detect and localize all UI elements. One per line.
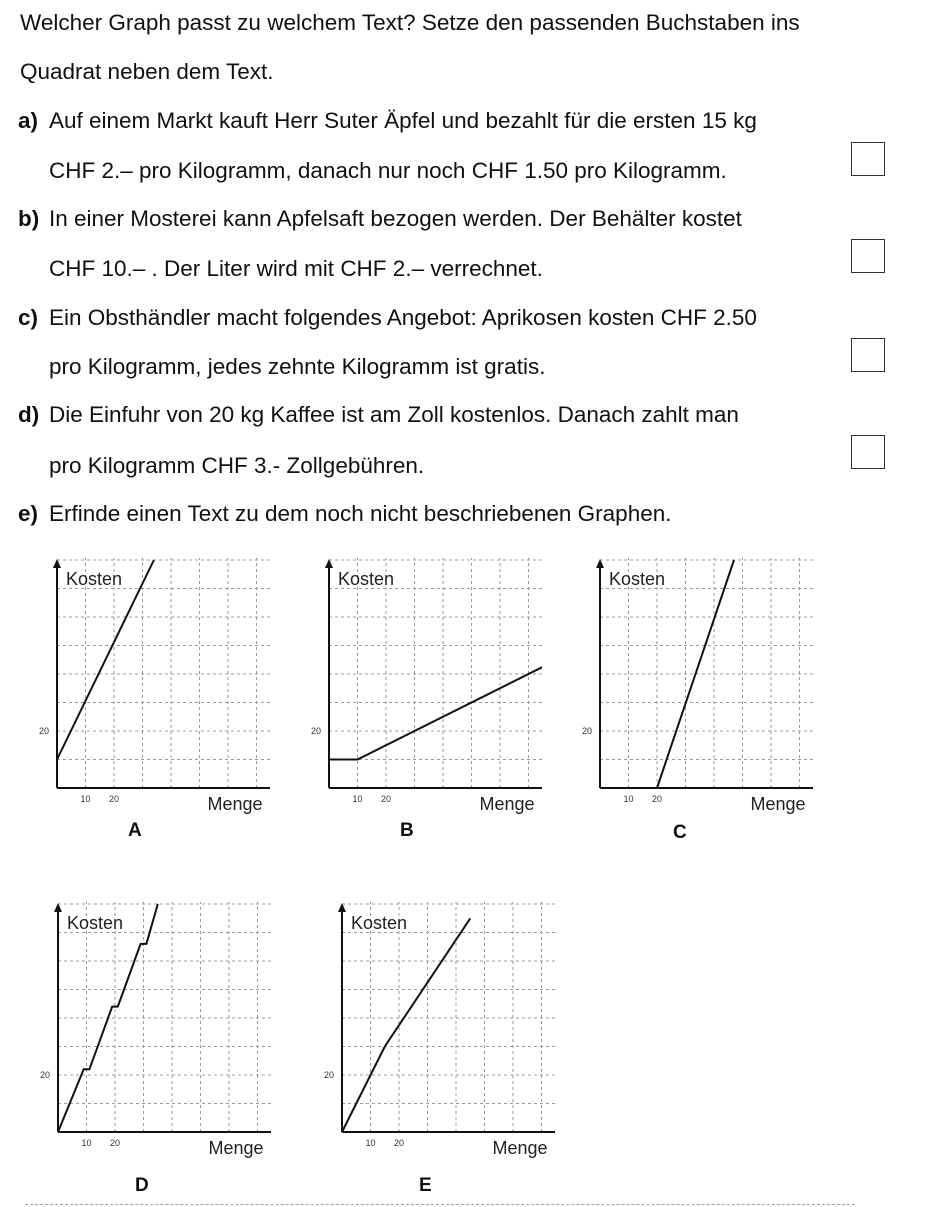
- task-d-answer-box[interactable]: [851, 435, 885, 469]
- task-b-line-1: In einer Mosterei kann Apfelsaft bezogen werden. Der Behälter kostet: [49, 206, 742, 231]
- task-c-line-2: pro Kilogramm, jedes zehnte Kilogramm ist gratis.: [49, 354, 546, 379]
- instructions-line-2: Quadrat neben dem Text.: [20, 59, 274, 84]
- graph-e-letter: E: [419, 1175, 432, 1196]
- graph-a-xlabel: Menge: [207, 794, 263, 814]
- instructions-line-1: Welcher Graph passt zu welchem Text? Setze den passenden Buchstaben ins: [20, 10, 800, 35]
- task-a-line-1: Auf einem Markt kauft Herr Suter Äpfel und bezahlt für die ersten 15 kg: [49, 108, 757, 133]
- task-a-line-2: CHF 2.– pro Kilogramm, danach nur noch CHF 1.50 pro Kilogramm.: [49, 158, 727, 183]
- graph-c-x-tick-label: 20: [651, 794, 663, 804]
- graph-c-y-tick-label: 20: [581, 726, 592, 736]
- graph-b: [302, 558, 542, 818]
- graph-a-x-tick-label: 10: [80, 794, 91, 804]
- graph-e-xlabel: Menge: [492, 1138, 548, 1158]
- graph-a-series-line: [57, 560, 154, 760]
- graph-c-xlabel: Menge: [750, 794, 806, 814]
- graph-b-letter: B: [400, 820, 414, 841]
- graph-a-ylabel: Kosten: [66, 569, 123, 589]
- graph-d-y-tick-label: 20: [39, 1070, 50, 1080]
- graph-c-x-tick-label: 10: [623, 794, 634, 804]
- task-c-line-1: Ein Obsthändler macht folgendes Angebot: Aprikosen kosten CHF 2.50: [49, 305, 757, 330]
- graph-e-x-tick-label: 20: [393, 1138, 405, 1148]
- task-e-line-1: Erfinde einen Text zu dem noch nicht beschriebenen Graphen.: [49, 501, 672, 526]
- graph-e: [315, 902, 555, 1162]
- bottom-divider: [25, 1204, 855, 1205]
- task-c-answer-box[interactable]: [851, 338, 885, 372]
- graph-d-ylabel: Kosten: [67, 913, 124, 933]
- graph-a: [30, 558, 270, 818]
- graph-c: [573, 558, 813, 818]
- graph-b-x-tick-label: 20: [380, 794, 392, 804]
- task-d-tag: d): [18, 402, 40, 427]
- graph-e-x-tick-label: 10: [365, 1138, 376, 1148]
- graph-d: [31, 902, 271, 1162]
- task-b-line-2: CHF 10.– . Der Liter wird mit CHF 2.– verrechnet.: [49, 256, 543, 281]
- task-d-line-1: Die Einfuhr von 20 kg Kaffee ist am Zoll kostenlos. Danach zahlt man: [49, 402, 739, 427]
- task-c-tag: c): [18, 305, 39, 330]
- graph-d-x-tick-label: 10: [81, 1138, 92, 1148]
- graph-c-grid: [600, 558, 813, 788]
- graph-b-grid: [329, 558, 542, 788]
- graph-b-xlabel: Menge: [479, 794, 535, 814]
- graph-d-x-tick-label: 20: [109, 1138, 121, 1148]
- graph-b-series-line: [329, 660, 542, 760]
- task-a-answer-box[interactable]: [851, 142, 885, 176]
- graph-e-ylabel: Kosten: [351, 913, 408, 933]
- task-d-line-2: pro Kilogramm CHF 3.- Zollgebühren.: [49, 453, 425, 478]
- graph-d-grid: [58, 902, 271, 1132]
- graph-c-ylabel: Kosten: [609, 569, 666, 589]
- graph-d-letter: D: [135, 1175, 149, 1196]
- graph-e-y-tick-label: 20: [323, 1070, 334, 1080]
- graph-b-ylabel: Kosten: [338, 569, 395, 589]
- task-e-tag: e): [18, 501, 39, 526]
- task-b-answer-box[interactable]: [851, 239, 885, 273]
- task-b-tag: b): [18, 206, 40, 231]
- graph-c-letter: C: [673, 822, 687, 843]
- graph-b-y-tick-label: 20: [310, 726, 321, 736]
- graph-b-x-tick-label: 10: [352, 794, 363, 804]
- graph-a-y-tick-label: 20: [38, 726, 49, 736]
- graph-d-xlabel: Menge: [208, 1138, 264, 1158]
- graph-a-letter: A: [128, 820, 142, 841]
- graph-e-grid: [342, 902, 555, 1132]
- graph-a-x-tick-label: 20: [108, 794, 120, 804]
- graph-a-grid: [57, 558, 270, 788]
- graph-e-series-line: [342, 918, 470, 1132]
- task-a-tag: a): [18, 108, 39, 133]
